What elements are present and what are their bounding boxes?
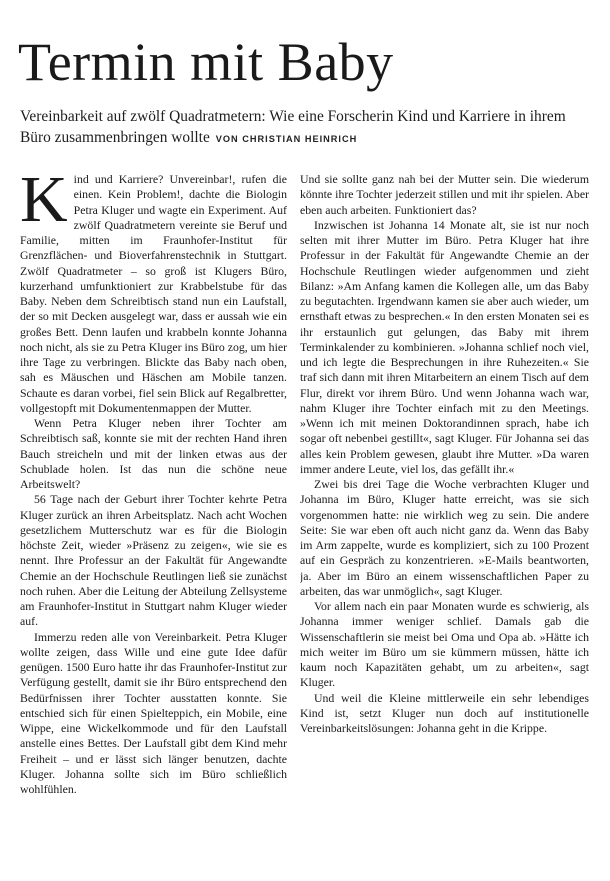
paragraph-1 bbox=[20, 172, 287, 416]
subtitle-text: Vereinbarkeit auf zwölf Quadratmetern: Wie eine Forscherin Kind und Karriere in ihrem Büro zusammenbringen wollte bbox=[20, 108, 566, 146]
paragraph-6: Inzwischen ist Johanna 14 Monate alt, sie ist nur noch selten mit ihrer Mutter im Büro. Petra Kluger hat ihre Professur in der Fakultät für Angewandte Chemie an der Hochschule Reutlingen wieder aufgenommen und zieht Bilanz: »Am Anfang kamen die Kollegen alle, um das Baby zu begutachten. Irgendwann kamen sie aber auch wieder, um ernsthaft etwas zu besprechen.« In den ersten Monaten sei es ihr erstaunlich gut gelungen, das Baby mit ihrem Terminkalender zu kombinieren. »Johanna schlief noch viel, und ich legte die Besprechungen in ihre Ruhezeiten.« Sie traf sich dann mit ihren Mitarbeitern an einem Tisch auf dem Flur, direkt vor ihrem Büro. Und wenn Johanna wach war, nahm Kluger ihre Tochter einfach mit zu den Meetings. »Wenn ich mit meinen Doktorandinnen sprach, habe ich sogar oft nebenbei gestillt«, sagt Kluger. Für Johanna sei das alles kein Problem gewesen, glaubt ihre Mutter. »Da waren immer andere Leute, viel los, das gefällt ihr.« bbox=[300, 217, 589, 476]
paragraph-8: Vor allem nach ein paar Monaten wurde es schwierig, als Johanna immer weniger schlief. Damals gab die Wissenschaftlerin sie meist bei Oma und Opa ab. »Hätte ich mich weiter im Büro um sie kümmern müssen, hätte ich kaum noch Kapazitäten gehabt, um zu arbeiten«, sagt Kluger. bbox=[300, 599, 589, 690]
right-column bbox=[300, 172, 589, 872]
article-title: Termin mit Baby bbox=[18, 32, 394, 92]
paragraph-9: Und weil die Kleine mittlerweile ein sehr lebendiges Kind ist, setzt Kluger nun doch auf institutionelle Vereinbarkeitslösungen: Johanna geht in die Krippe. bbox=[300, 690, 589, 735]
paragraph-7: Zwei bis drei Tage die Woche verbrachten Kluger und Johanna im Büro, Kluger hatte erreicht, was sie sich vorgenommen hatte: nie wirklich weg zu sein. Die andere Seite: Sie war eben oft auch nicht ganz da. Wenn das Baby im Arm zappelte, wurde es kompliziert, sich zu 100 Prozent auf ein Gespräch zu konzentrieren. »E-Mails beantworten, ja. Aber im Büro an einem wissenschaftlichen Paper zu arbeiten, das war unmöglich«, sagt Kluger. bbox=[300, 477, 589, 598]
paragraph-2: Wenn Petra Kluger neben ihrer Tochter am Schreibtisch saß, konnte sie mit der rechten Hand ihren Bauch streicheln und mit der linken etwas aus der Schublade holen. Ist das nun die schöne neue Arbeitswelt? bbox=[20, 416, 287, 491]
left-column bbox=[20, 172, 287, 872]
paragraph-5: Und sie sollte ganz nah bei der Mutter sein. Die wiederum könnte ihre Tochter jederzeit stillen und mit ihr spielen. Aber eben auch arbeiten. Funktioniert das? bbox=[300, 172, 589, 217]
paragraph-4: Immerzu reden alle von Vereinbarkeit. Petra Kluger wollte zeigen, dass Wille und eine gute Idee dafür genügen. 1500 Euro hatte ihr das Fraunhofer-Institut zur Verfügung gestellt, damit sie ihr Büro entsprechend den Bedürfnissen ihrer Tochter ausstatten konnte. Sie entschied sich für einen Spielteppich, ein Mobile, eine Wippe, eine Wickelkommode und für den Laufstall anstelle eines Bettes. Der Laufstall gibt dem Kind mehr Freiheit – und er lässt sich länger benutzen, dachte Kluger. Johanna sollte sich im Büro schließlich wohlfühlen. bbox=[20, 629, 287, 796]
article-subtitle bbox=[20, 106, 595, 150]
article-byline: VON CHRISTIAN HEINRICH bbox=[215, 134, 358, 144]
paragraph-1-text: ind und Karriere? Unvereinbar!, rufen die einen. Kein Problem!, dachte die Biologin Petra Kluger und wagte ein Experiment. Auf zwölf Quadratmetern vereinte sie Beruf und Familie, mitten im Fraunhofer-Institut für Grenzflächen- und Bioverfahrenstechnik in Stuttgart. Zwölf Quadratmeter – so groß ist Klugers Büro, kurzerhand umfunktioniert zur Krabbelstube für das Baby. Neben dem Schreibtisch stand nun ein Laufstall, der so mit Decken ausgelegt war, dass er aussah wie ein großes Bett. Denn laufen und krabbeln konnte Johanna noch nicht, als sie zu Petra Kluger ins Büro zog, um hier ihre Tage zu verbringen. Blickte das Baby nach oben, sah es Mäuschen und Häschen am Mobile tanzen. Schaute es daran vorbei, fiel sein Blick auf Regalbretter, vollgestopft mit Dokumentenmappen der Mutter. bbox=[20, 172, 287, 415]
paragraph-3: 56 Tage nach der Geburt ihrer Tochter kehrte Petra Kluger zurück an ihren Arbeitsplatz. Nach acht Wochen gesetzlichem Mutterschutz war es für die Biologin höchste Zeit, wieder »Präsenz zu zeigen«, wie sie es nennt. Ihre Professur an der Fakultät für Angewandte Chemie an der Hochschule Reutlingen ließ sie zunächst noch ruhen. Aber die Leitung der Abteilung Zellsysteme am Fraunhofer-Institut in Stuttgart nahm Kluger wieder auf. bbox=[20, 492, 287, 629]
drop-cap: K bbox=[20, 172, 68, 236]
